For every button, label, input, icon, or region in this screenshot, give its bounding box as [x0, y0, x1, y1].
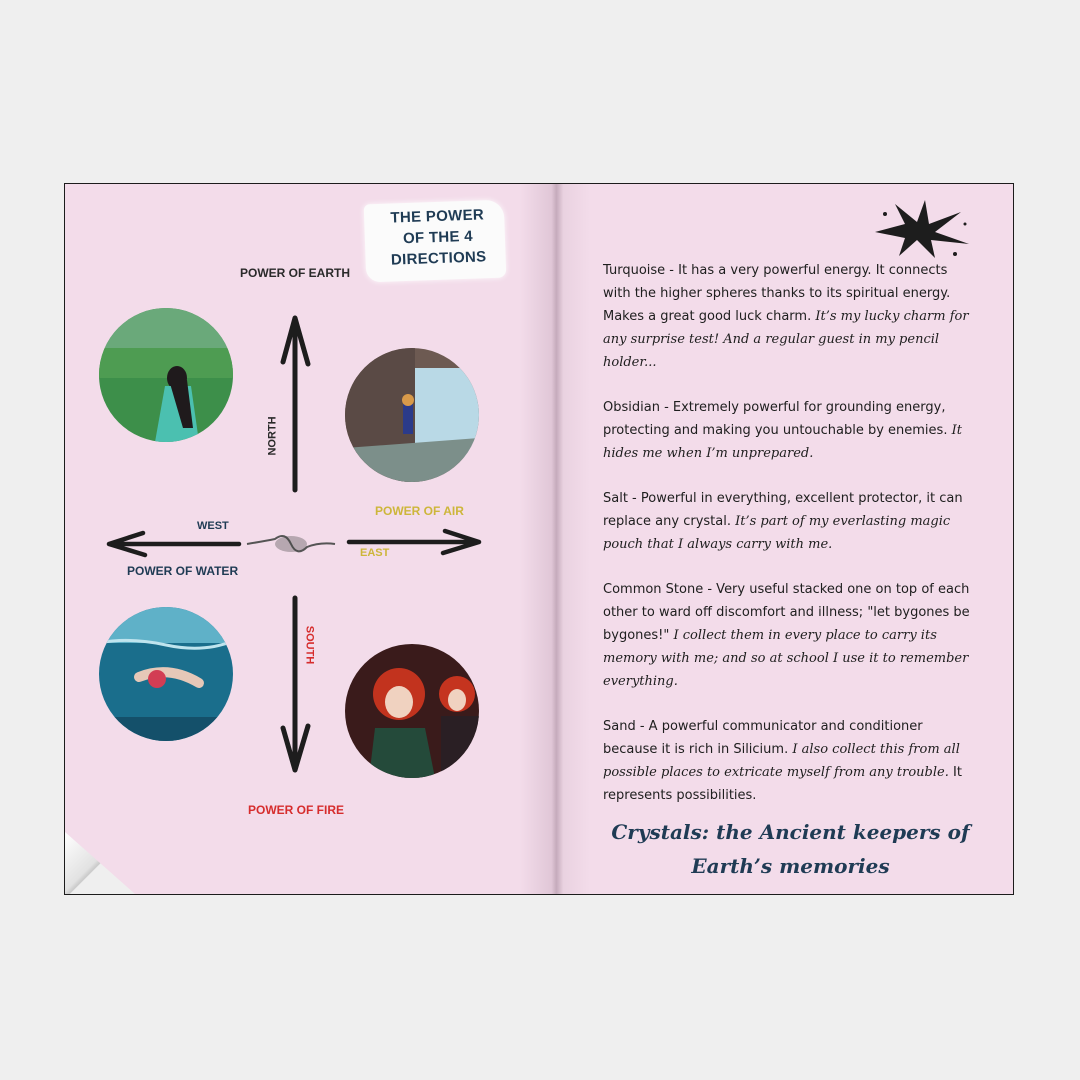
- east-arrow-icon: [345, 527, 485, 557]
- page-curl[interactable]: [65, 832, 135, 894]
- salt-note: It’s part of my everlasting magic pouch that I always carry with me.: [603, 514, 951, 552]
- power-of-air-label: POWER OF AIR: [375, 504, 464, 518]
- power-of-water-label: POWER OF WATER: [127, 564, 239, 578]
- south-label: SOUTH: [303, 625, 316, 665]
- sand-paragraph: [603, 715, 978, 807]
- book-spine: [520, 184, 590, 894]
- common-stone-paragraph: [603, 578, 978, 693]
- obsidian-text: Obsidian - Extremely powerful for grounding energy, protecting and making you untouchable by enemies.: [603, 400, 948, 438]
- power-of-earth-label: POWER OF EARTH: [240, 266, 350, 280]
- obsidian-note: It hides me when I’m unprepared.: [603, 423, 962, 461]
- fire-image: [345, 644, 479, 778]
- crystal-descriptions: [603, 259, 978, 829]
- common-stone-text: Common Stone - Very useful stacked one on top of each other to ward off discomfort and illness; "let bygones be bygones!": [603, 582, 970, 643]
- air-image: [345, 348, 479, 482]
- center-wave-icon: [245, 527, 337, 561]
- sand-text: Sand - A powerful communicator and conditioner because it is rich in Silicium.: [603, 719, 923, 757]
- common-stone-note: I collect them in every place to carry its memory with me; and so at school I use it to remember everything.: [603, 628, 969, 689]
- earth-image: [99, 308, 233, 442]
- turquoise-paragraph: [603, 259, 978, 374]
- water-image: [99, 607, 233, 741]
- turquoise-text: Turquoise - It has a very powerful energy. It connects with the higher spheres thanks to its spiritual energy. Makes a great good luck charm.: [603, 263, 951, 324]
- ink-splat-icon: [865, 194, 975, 264]
- turquoise-note: It’s my lucky charm for any surprise test! And a regular guest in my pencil holder...: [603, 309, 969, 370]
- open-book: [64, 183, 1014, 895]
- west-label: WEST: [197, 520, 229, 532]
- south-arrow-icon: [275, 594, 315, 776]
- north-label: NORTH: [266, 416, 279, 456]
- footer-line-1: Crystals: the Ancient keepers of: [611, 820, 970, 844]
- footer-quote: [603, 815, 978, 883]
- salt-text: Salt - Powerful in everything, excellent protector, it can replace any crystal.: [603, 491, 963, 529]
- obsidian-paragraph: [603, 396, 978, 465]
- west-arrow-icon: [103, 529, 243, 559]
- salt-paragraph: [603, 487, 978, 556]
- power-of-fire-label: POWER OF FIRE: [248, 803, 344, 817]
- east-label: EAST: [360, 547, 390, 559]
- north-arrow-icon: [275, 312, 315, 494]
- sand-text-end: It represents possibilities.: [603, 765, 962, 803]
- sand-note: I also collect this from all possible places to extricate myself from any trouble.: [603, 742, 960, 780]
- footer-line-2: Earth’s memories: [691, 854, 890, 878]
- page-title: THE POWER OF THE 4 DIRECTIONS: [390, 206, 487, 269]
